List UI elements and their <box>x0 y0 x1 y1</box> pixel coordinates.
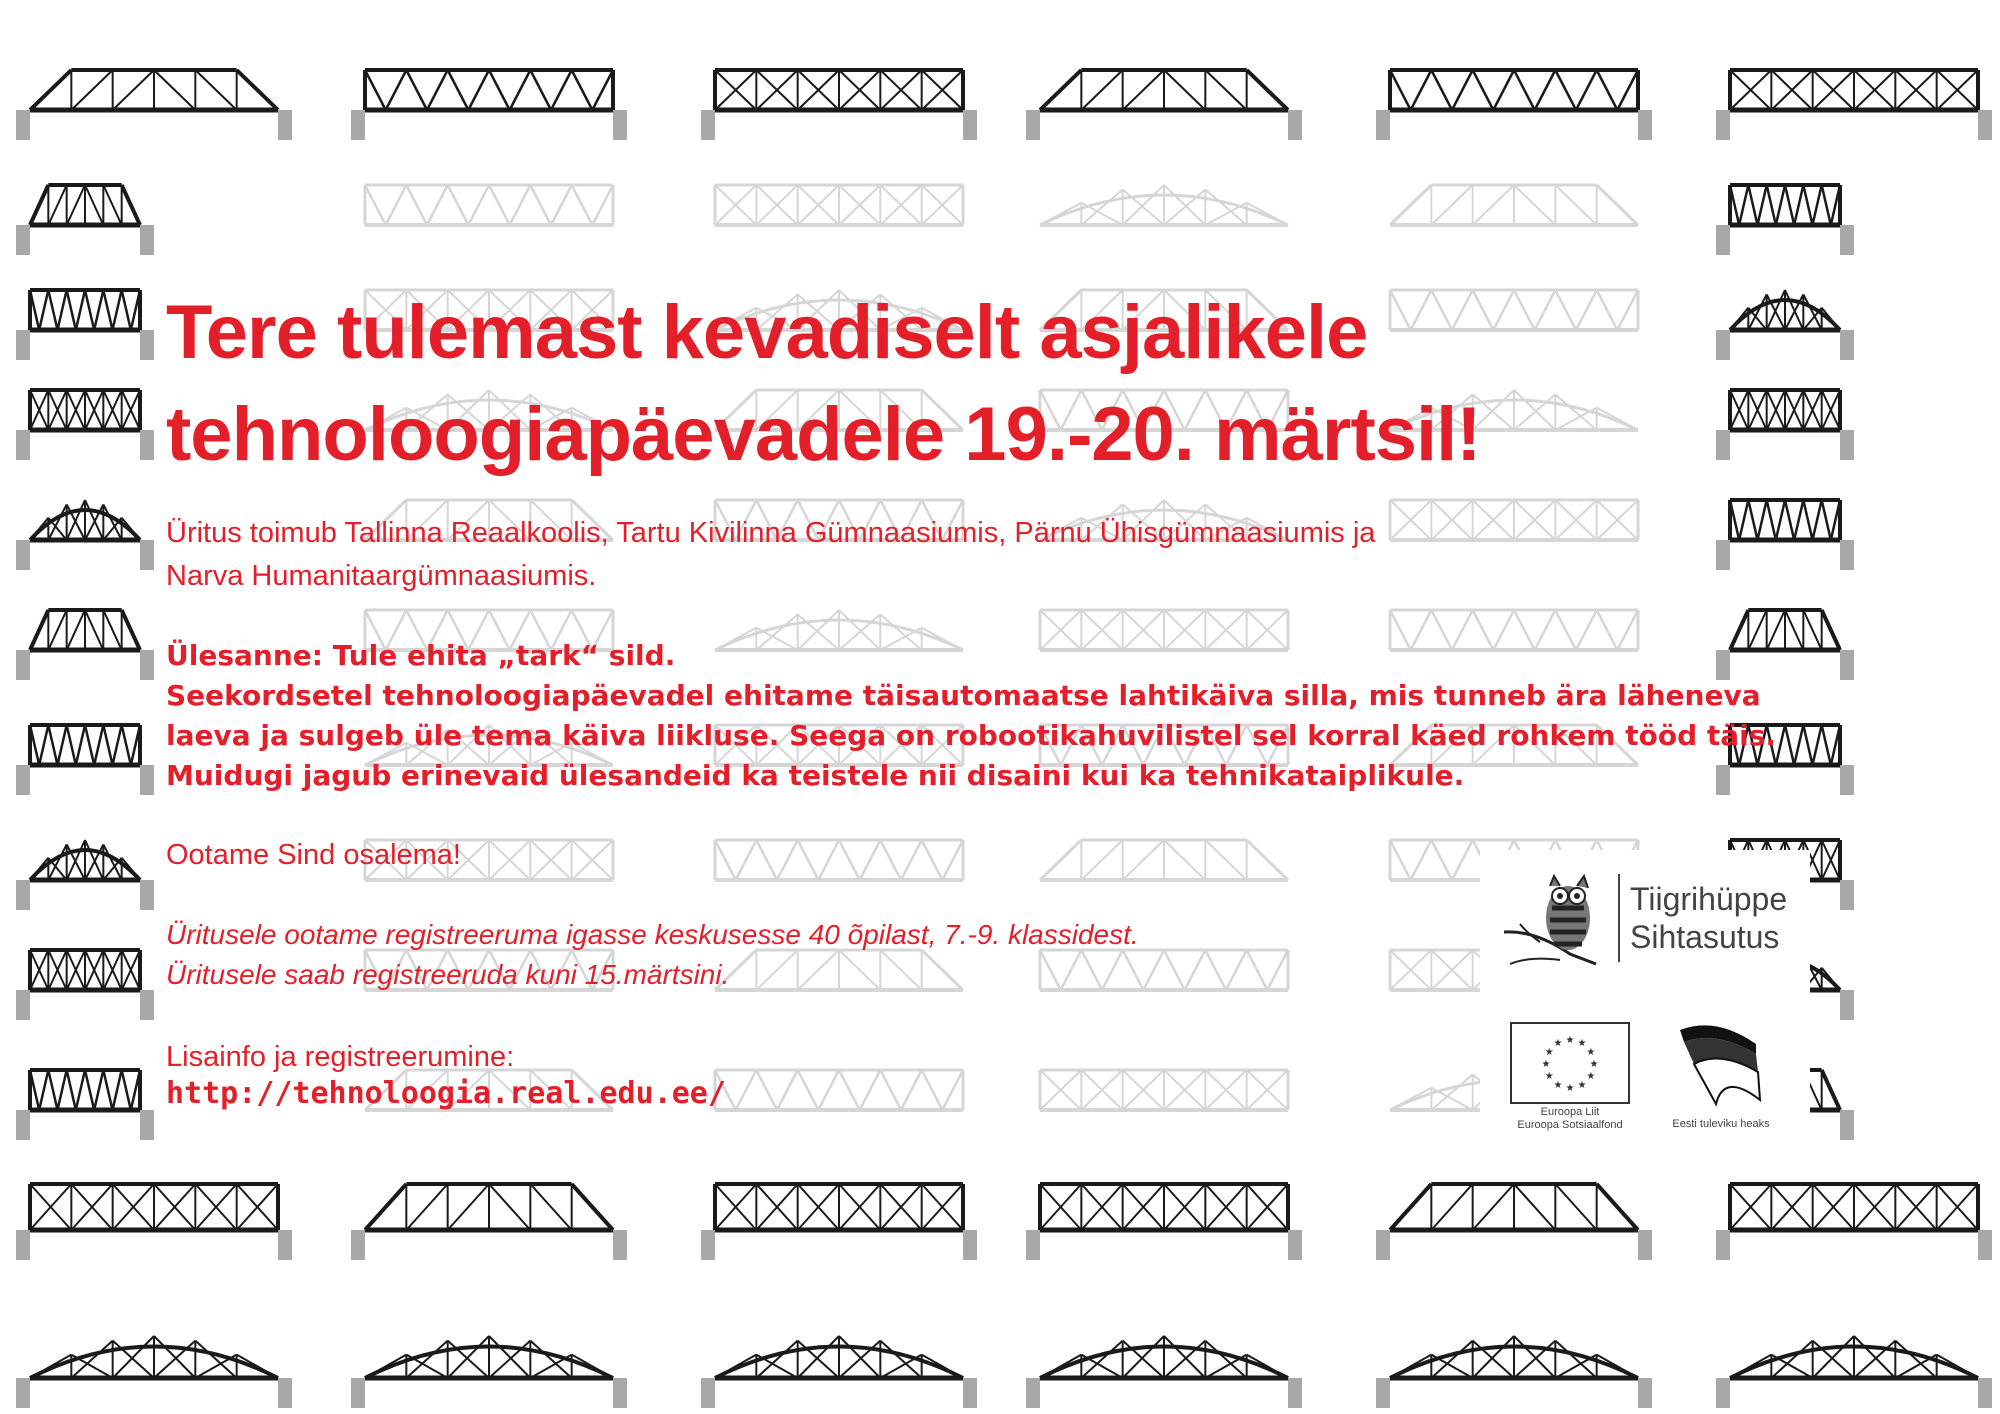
eu-flag-icon <box>1510 1022 1630 1104</box>
eu-star-icon: ★ <box>1544 1047 1554 1058</box>
eu-star-icon: ★ <box>1565 1035 1575 1046</box>
bridge-pier <box>16 225 30 255</box>
bridge-pier <box>1026 1230 1040 1260</box>
bridge-pier <box>140 225 154 255</box>
bridge-truss-icon <box>1390 1336 1638 1378</box>
bridge-pier <box>963 1230 977 1260</box>
bridge-pier <box>1840 650 1854 680</box>
bridge-pier <box>351 110 365 140</box>
estonia-caption: Eesti tuleviku heaks <box>1672 1118 1770 1130</box>
bridge-pier <box>140 430 154 460</box>
bridge-truss-icon <box>365 70 613 110</box>
bridge-pier <box>16 540 30 570</box>
invite-text: Ootame Sind osalema! <box>166 839 461 871</box>
eu-caption <box>1498 1106 1642 1132</box>
bridge-truss-icon <box>1040 1070 1288 1110</box>
bridge-pier <box>701 110 715 140</box>
eu-star-icon: ★ <box>1589 1059 1599 1070</box>
bridge-pier <box>1978 110 1992 140</box>
task-line-4: Muidugi jagub erinevaid ülesandeid ka teistele nii disaini kui ka tehnikataiplikule. <box>166 759 1465 792</box>
bridge-truss-icon <box>30 840 140 880</box>
eu-star-icon: ★ <box>1586 1071 1596 1082</box>
bridge-pier <box>1026 110 1040 140</box>
bridge-pier <box>140 330 154 360</box>
info-label: Lisainfo ja registreerumine: <box>166 1041 515 1073</box>
bridge-truss-icon <box>1040 1336 1288 1378</box>
bridge-pier <box>1840 225 1854 255</box>
tiger-line-1: Tiigrihüppe <box>1630 881 1788 917</box>
eu-star-icon: ★ <box>1541 1059 1551 1070</box>
bridge-truss-icon <box>30 1184 278 1230</box>
bridge-truss-icon <box>715 840 963 880</box>
bridge-truss-icon <box>1040 185 1288 225</box>
bridge-truss-icon <box>715 185 963 225</box>
headline-line-2: tehnoloogiapäevadele 19.-20. märtsil! <box>166 392 1481 477</box>
bridge-truss-icon <box>365 1184 613 1230</box>
bridge-pier <box>16 1230 30 1260</box>
bridge-pier <box>1288 1230 1302 1260</box>
bridge-pier <box>1978 1378 1992 1408</box>
bridge-pier <box>1840 990 1854 1020</box>
bridge-pier <box>16 880 30 910</box>
bridge-pier <box>701 1378 715 1408</box>
bridge-pier <box>16 430 30 460</box>
eu-star-icon: ★ <box>1577 1038 1587 1050</box>
eu-star-icon: ★ <box>1544 1071 1554 1082</box>
bridge-truss-icon <box>30 390 140 430</box>
eu-star-icon: ★ <box>1565 1083 1575 1094</box>
bridge-truss-icon <box>365 185 613 225</box>
bridge-pier <box>1840 330 1854 360</box>
eu-star-icon: ★ <box>1577 1079 1587 1091</box>
bridge-truss-icon <box>30 1070 140 1110</box>
registration-link[interactable]: http://tehnoloogia.real.edu.ee/ <box>166 1076 726 1111</box>
bridge-truss-icon <box>1040 70 1288 110</box>
bridge-pier <box>16 1110 30 1140</box>
bridge-pier <box>1840 765 1854 795</box>
bridge-truss-icon <box>30 70 278 110</box>
bridge-pier <box>278 1230 292 1260</box>
task-line-2: Seekordsetel tehnoloogiapäevadel ehitame täisautomaatse lahtikäiva silla, mis tunneb ära läheneva <box>166 679 1761 712</box>
bridge-truss-icon <box>1390 70 1638 110</box>
bridge-truss-icon <box>715 70 963 110</box>
bridge-pier <box>1716 540 1730 570</box>
bridge-pier <box>1638 110 1652 140</box>
estonia-flag-icon <box>1676 1020 1766 1110</box>
bridge-truss-icon <box>1730 1336 1978 1378</box>
bridge-pier <box>1638 1378 1652 1408</box>
bridge-truss-icon <box>715 1070 963 1110</box>
bridge-truss-icon <box>1390 185 1638 225</box>
bridge-truss-icon <box>715 1184 963 1230</box>
bridge-truss-icon <box>30 950 140 990</box>
bridge-pier <box>140 540 154 570</box>
bridge-pier <box>278 110 292 140</box>
bridge-pier <box>140 990 154 1020</box>
bridge-pier <box>16 765 30 795</box>
bridge-truss-icon <box>1730 70 1978 110</box>
eu-star-icon: ★ <box>1586 1047 1596 1058</box>
bridge-pier <box>140 1110 154 1140</box>
task-text <box>166 636 1776 796</box>
bridge-pier <box>963 1378 977 1408</box>
eu-star-icon: ★ <box>1553 1038 1563 1050</box>
bridge-pier <box>1840 880 1854 910</box>
bridge-pier <box>140 765 154 795</box>
registration-text <box>166 915 1139 995</box>
bridge-pier <box>613 1378 627 1408</box>
bridge-pier <box>1638 1230 1652 1260</box>
bridge-pier <box>1716 330 1730 360</box>
bridge-pier <box>16 110 30 140</box>
bridge-pier <box>1288 110 1302 140</box>
bridge-truss-icon <box>365 1336 613 1378</box>
bridge-pier <box>613 1230 627 1260</box>
task-line-1: Ülesanne: Tule ehita „tark“ sild. <box>166 639 676 672</box>
venue-text <box>166 512 1375 598</box>
task-line-3: laeva ja sulgeb üle tema käiva liikluse. Seega on robootikahuvilistel sel korral käed rohkem tööd täis. <box>166 719 1777 752</box>
bridge-truss-icon <box>1390 500 1638 540</box>
bridge-pier <box>1840 540 1854 570</box>
bridge-truss-icon <box>1730 390 1840 430</box>
venue-line-1: Üritus toimub Tallinna Reaalkoolis, Tartu Kivilinna Gümnaasiumis, Pärnu Ühisgümnaasiumis ja <box>166 517 1376 549</box>
bridge-pier <box>1026 1378 1040 1408</box>
eu-line-1: Euroopa Liit <box>1540 1106 1600 1118</box>
bridge-truss-icon <box>30 500 140 540</box>
bridge-truss-icon <box>30 185 140 225</box>
bridge-truss-icon <box>1040 1184 1288 1230</box>
bridge-pier <box>1376 1230 1390 1260</box>
bridge-pier <box>278 1378 292 1408</box>
headline-line-1: Tere tulemast kevadiselt asjalikele <box>166 290 1368 375</box>
bridge-truss-icon <box>1730 185 1840 225</box>
bridge-pier <box>1716 110 1730 140</box>
bridge-pier <box>1840 430 1854 460</box>
tiger-line-2: Sihtasutus <box>1630 919 1780 955</box>
bridge-pier <box>1716 1230 1730 1260</box>
bridge-pier <box>1376 1378 1390 1408</box>
bridge-pier <box>1716 225 1730 255</box>
bridge-truss-icon <box>1040 840 1288 880</box>
registration-line-1: Üritusele ootame registreeruma igasse keskusesse 40 õpilast, 7.-9. klassidest. <box>166 919 1139 950</box>
tiger-owl-icon <box>1500 872 1600 972</box>
bridge-truss-icon <box>30 1336 278 1378</box>
bridge-pier <box>1288 1378 1302 1408</box>
venue-line-2: Narva Humanitaargümnaasiumis. <box>166 560 597 592</box>
bridge-truss-icon <box>1730 290 1840 330</box>
bridge-pier <box>16 990 30 1020</box>
bridge-pier <box>351 1378 365 1408</box>
eu-line-2: Euroopa Sotsiaalfond <box>1517 1119 1623 1131</box>
tiger-foundation-name <box>1630 880 1787 956</box>
bridge-pier <box>1716 430 1730 460</box>
logo-divider <box>1618 874 1620 962</box>
bridge-pier <box>16 650 30 680</box>
bridge-pier <box>1978 1230 1992 1260</box>
bridge-pier <box>351 1230 365 1260</box>
bridge-pier <box>16 330 30 360</box>
bridge-pier <box>16 1378 30 1408</box>
bridge-pier <box>140 880 154 910</box>
bridge-pier <box>1716 1378 1730 1408</box>
bridge-truss-icon <box>30 290 140 330</box>
bridge-pier <box>1840 1110 1854 1140</box>
bridge-truss-icon <box>30 725 140 765</box>
bridge-pier <box>701 1230 715 1260</box>
bridge-pier <box>963 110 977 140</box>
headline <box>166 282 1666 486</box>
bridge-truss-icon <box>1390 1184 1638 1230</box>
bridge-pier <box>613 110 627 140</box>
bridge-truss-icon <box>1730 1184 1978 1230</box>
eu-star-icon: ★ <box>1553 1079 1563 1091</box>
registration-line-2: Üritusele saab registreeruda kuni 15.märtsini. <box>166 959 730 990</box>
bridge-pier <box>1376 110 1390 140</box>
bridge-truss-icon <box>715 1336 963 1378</box>
bridge-truss-icon <box>1730 500 1840 540</box>
bridge-truss-icon <box>30 610 140 650</box>
bridge-pier <box>140 650 154 680</box>
logos-panel <box>1480 850 1810 1140</box>
